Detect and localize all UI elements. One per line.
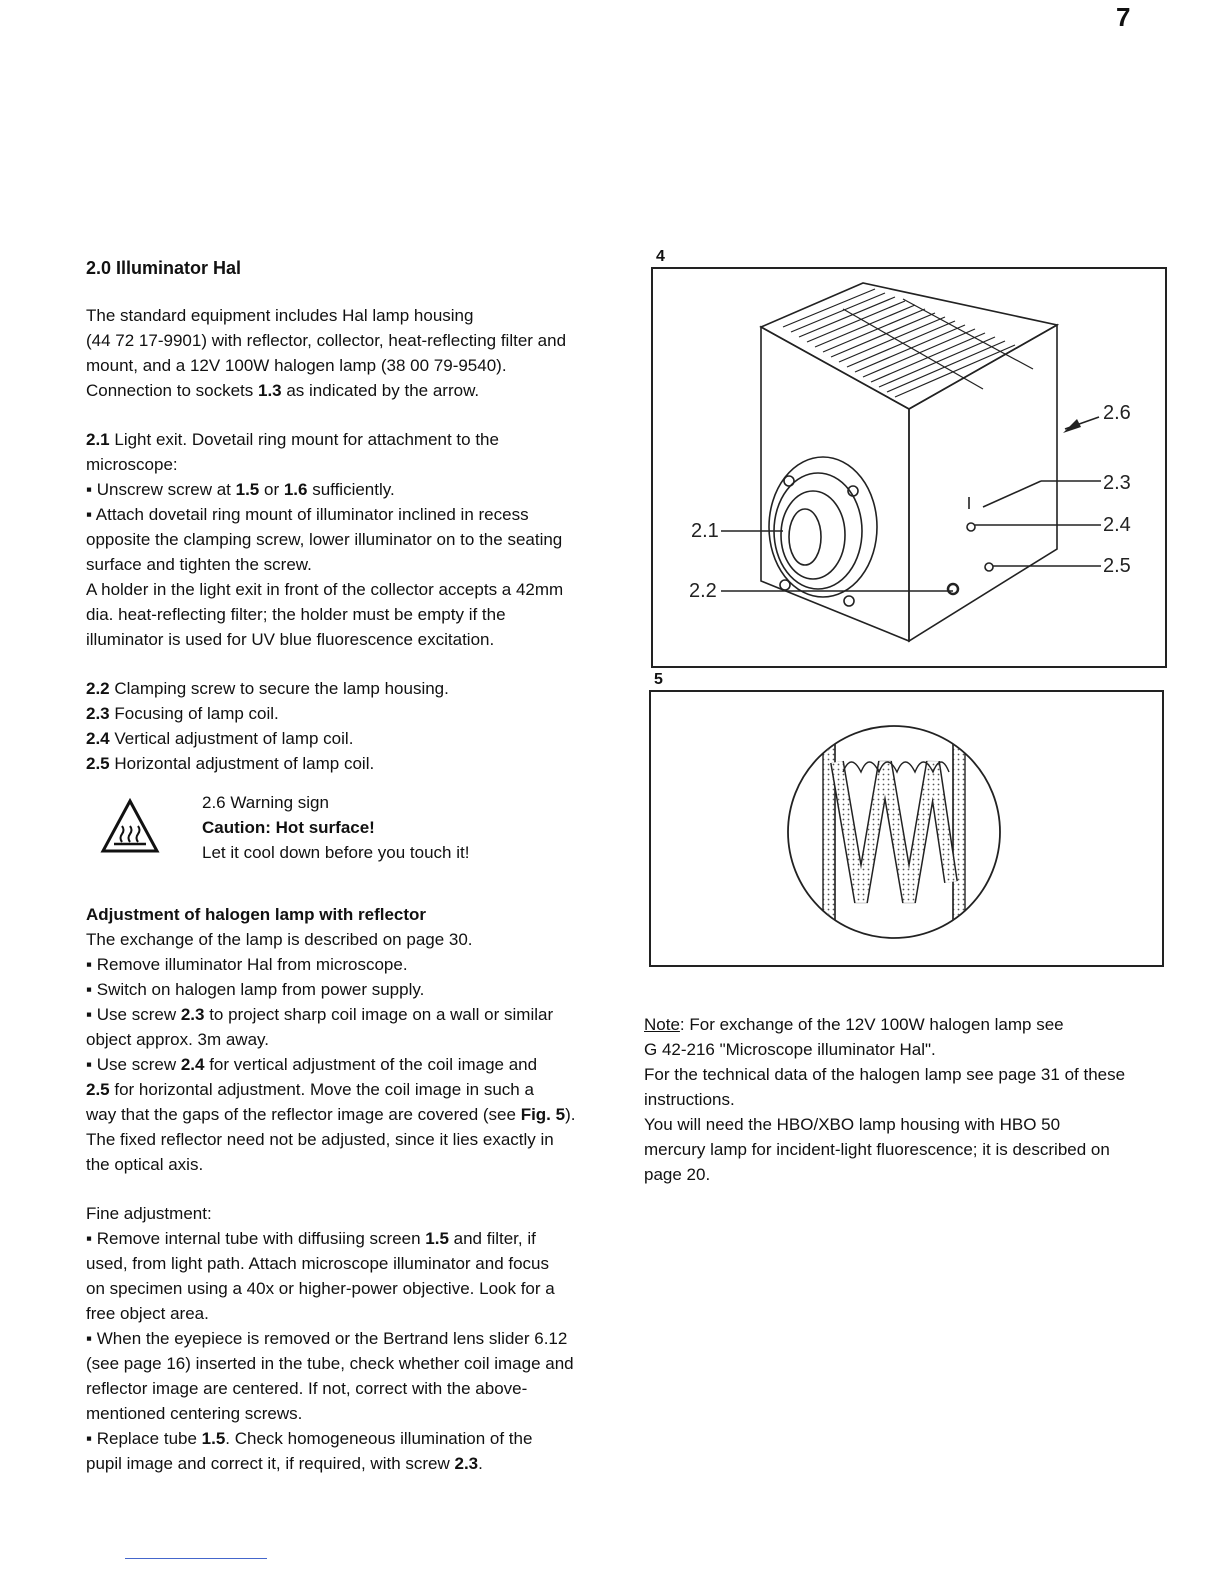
- callout-2-2: 2.2: [689, 580, 717, 602]
- adjustment-line: the optical axis.: [86, 1155, 204, 1174]
- fine-line: (see page 16) inserted in the tube, check whether coil image and: [86, 1354, 574, 1373]
- fine-adjustment-heading: Fine adjustment:: [86, 1204, 212, 1223]
- item-2-1-line: illuminator is used for UV blue fluorescence excitation.: [86, 630, 495, 649]
- item-2-1-line: ▪ Attach dovetail ring mount of illuminator inclined in recess: [86, 505, 529, 524]
- item-2-1-line: A holder in the light exit in front of the collector accepts a 42mm: [86, 580, 564, 599]
- figure-4-label: 4: [656, 248, 665, 265]
- fine-line: on specimen using a 40x or higher-power objective. Look for a: [86, 1279, 555, 1298]
- adjustment-line: object approx. 3m away.: [86, 1030, 269, 1049]
- fine-line: pupil image and correct it, if required, with screw 2.3.: [86, 1454, 483, 1473]
- figure-4-lamp-housing: [651, 267, 1167, 668]
- item-2-1-line: microscope:: [86, 455, 178, 474]
- item-2-1-line: opposite the clamping screw, lower illuminator on to the seating: [86, 530, 563, 549]
- adjustment-line: way that the gaps of the reflector image are covered (see Fig. 5).: [86, 1105, 576, 1124]
- item-2-1-line: surface and tighten the screw.: [86, 555, 312, 574]
- caution-text: Caution: Hot surface!: [202, 818, 375, 837]
- note-block: [644, 1012, 1184, 1187]
- adjustment-line: The fixed reflector need not be adjusted, since it lies exactly in: [86, 1130, 554, 1149]
- adjustment-heading: Adjustment of halogen lamp with reflector: [86, 905, 427, 924]
- callout-2-4: 2.4: [1103, 514, 1131, 536]
- adjustment-line: 2.5 for horizontal adjustment. Move the coil image in such a: [86, 1080, 534, 1099]
- coil-image-illustration: [651, 692, 1162, 965]
- item-2-1-bullet: ▪ Unscrew screw at 1.5 or 1.6 sufficiently.: [86, 480, 395, 499]
- adjustment-line: The exchange of the lamp is described on page 30.: [86, 930, 473, 949]
- callout-2-5: 2.5: [1103, 555, 1131, 577]
- figure-5-coil-image: [649, 690, 1164, 967]
- item-2-1: 2.1 Light exit. Dovetail ring mount for attachment to the: [86, 430, 499, 449]
- figure-5-label: 5: [654, 671, 663, 688]
- main-text-column: [86, 256, 626, 1476]
- note-line: You will need the HBO/XBO lamp housing with HBO 50: [644, 1115, 1061, 1134]
- warning-title: 2.6 Warning sign: [202, 793, 329, 812]
- page-number: 7: [1116, 2, 1131, 32]
- note-line: G 42-216 "Microscope illuminator Hal".: [644, 1040, 936, 1059]
- item-2-4: 2.4 Vertical adjustment of lamp coil.: [86, 729, 354, 748]
- note-line: instructions.: [644, 1090, 735, 1109]
- note-line: page 20.: [644, 1165, 711, 1184]
- adjustment-line: ▪ Remove illuminator Hal from microscope.: [86, 955, 408, 974]
- footer-rule: [125, 1558, 267, 1559]
- fine-line: used, from light path. Attach microscope illuminator and focus: [86, 1254, 550, 1273]
- callout-2-6: 2.6: [1103, 402, 1131, 424]
- intro-line: The standard equipment includes Hal lamp housing: [86, 306, 474, 325]
- warning-block: [86, 790, 626, 902]
- adjustment-line: ▪ Use screw 2.3 to project sharp coil image on a wall or similar: [86, 1005, 554, 1024]
- fine-line: ▪ Remove internal tube with diffusiing screen 1.5 and filter, if: [86, 1229, 536, 1248]
- item-2-5: 2.5 Horizontal adjustment of lamp coil.: [86, 754, 375, 773]
- item-2-1-line: dia. heat-reflecting filter; the holder must be empty if the: [86, 605, 506, 624]
- warning-note: Let it cool down before you touch it!: [202, 843, 470, 862]
- item-2-2: 2.2 Clamping screw to secure the lamp housing.: [86, 679, 449, 698]
- note-line: mercury lamp for incident-light fluorescence; it is described on: [644, 1140, 1110, 1159]
- item-2-3: 2.3 Focusing of lamp coil.: [86, 704, 279, 723]
- note-line: Note: For exchange of the 12V 100W halogen lamp see: [644, 1015, 1064, 1034]
- fine-line: mentioned centering screws.: [86, 1404, 303, 1423]
- callout-2-1: 2.1: [691, 520, 719, 542]
- callout-2-3: 2.3: [1103, 472, 1131, 494]
- section-heading: 2.0 Illuminator Hal: [86, 258, 242, 278]
- hot-surface-warning-icon: [100, 798, 160, 854]
- fine-line: ▪ Replace tube 1.5. Check homogeneous illumination of the: [86, 1429, 533, 1448]
- adjustment-line: ▪ Switch on halogen lamp from power supply.: [86, 980, 425, 999]
- fine-line: reflector image are centered. If not, correct with the above-: [86, 1379, 528, 1398]
- intro-line: (44 72 17-9901) with reflector, collector, heat-reflecting filter and: [86, 331, 567, 350]
- fine-line: ▪ When the eyepiece is removed or the Bertrand lens slider 6.12: [86, 1329, 568, 1348]
- lamp-housing-illustration: [653, 269, 1165, 666]
- intro-line: mount, and a 12V 100W halogen lamp (38 00 79-9540).: [86, 356, 507, 375]
- intro-line: Connection to sockets 1.3 as indicated by the arrow.: [86, 381, 480, 400]
- fine-line: free object area.: [86, 1304, 209, 1323]
- adjustment-line: ▪ Use screw 2.4 for vertical adjustment of the coil image and: [86, 1055, 538, 1074]
- note-line: For the technical data of the halogen lamp see page 31 of these: [644, 1065, 1126, 1084]
